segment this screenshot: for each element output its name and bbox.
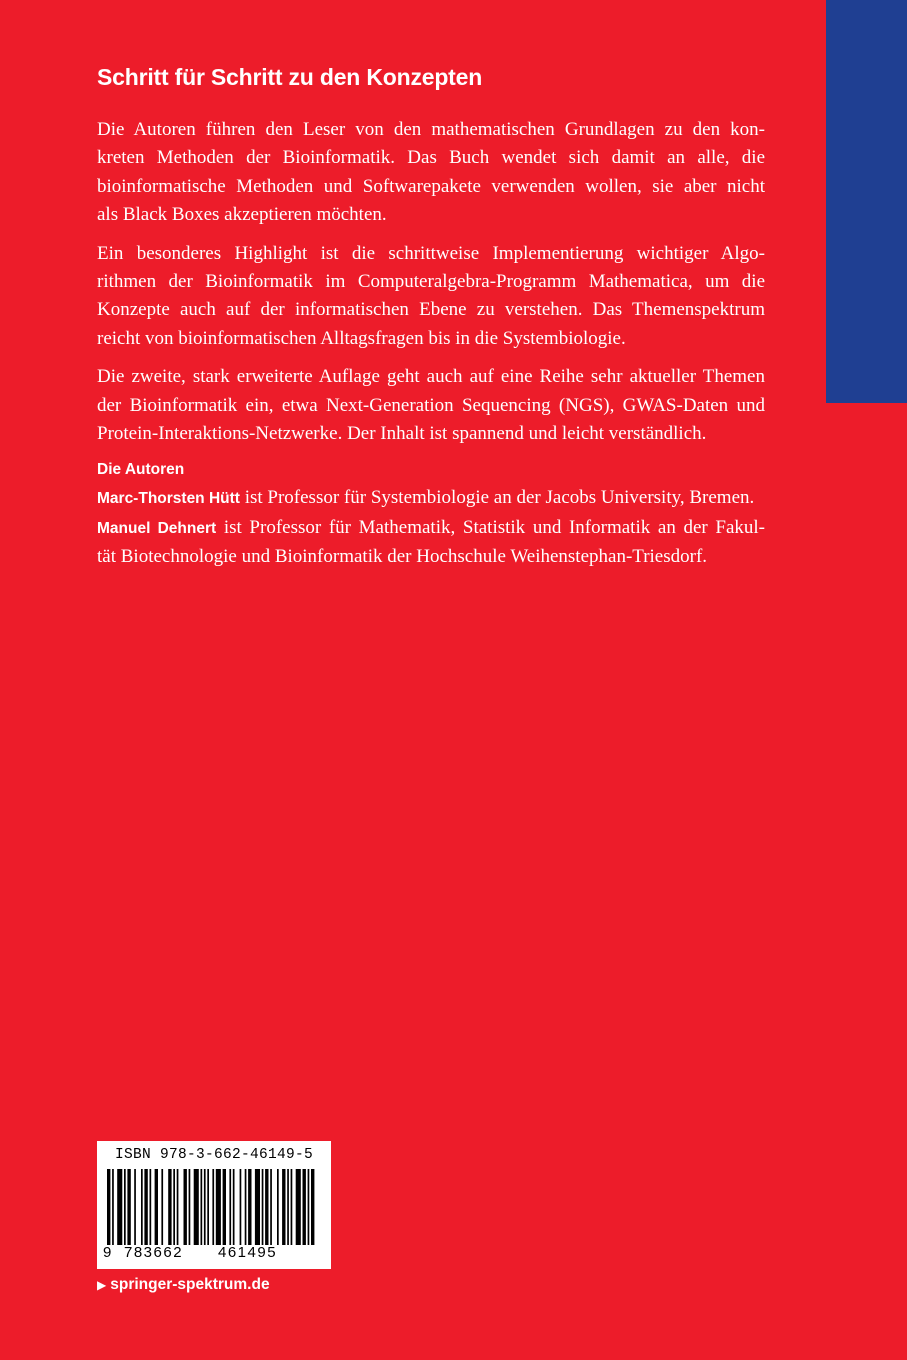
barcode-digits-left: 783662 [124,1244,184,1261]
author-name: Marc-Thorsten Hütt [97,490,240,508]
publisher-website-link[interactable] [97,1274,270,1296]
text-line: Die zweite, stark erweiterte Auflage geht auch auf eine Reihe sehr aktueller Themen [97,366,765,388]
author-bio: ist Professor für Systembiologie an der Jacobs University, Bremen. [244,487,755,509]
description-paragraph-3 [97,363,765,448]
text-line: bioinformatische Methoden und Softwarepakete verwenden wollen, sie aber nicht [97,175,765,197]
author-entry-2 [97,514,765,572]
author-name: Manuel Dehnert [97,519,217,537]
spine-color-strip [826,0,907,403]
isbn-label: ISBN 978-3-662-46149-5 [114,1147,314,1163]
text-line: der Bioinformatik ein, etwa Next-Generation Sequencing (NGS), GWAS-Daten und [97,394,765,416]
isbn-barcode [97,1141,331,1269]
text-line [97,484,765,513]
text-line: rithmen der Bioinformatik im Computeralgebra-Programm Mathematica, um die [97,271,765,293]
text-line: kreten Methoden der Bioinformatik. Das Buch wendet sich damit an alle, die [97,147,765,169]
author-bio: ist Professor für Mathematik, Statistik und Informatik an der Fakul- [223,516,765,538]
back-cover-text [97,62,765,572]
author-entry-1 [97,484,765,513]
text-line: Die Autoren führen den Leser von den mathematischen Grundlagen zu den kon- [97,119,765,140]
text-line: Protein-Interaktions-Netzwerke. Der Inhalt ist spannend und leicht verständlich. [97,423,707,445]
barcode-digit-first: 9 [103,1244,113,1261]
cover-heading: Schritt für Schritt zu den Konzepten [97,64,483,90]
authors-heading: Die Autoren [97,461,185,479]
description-paragraph-1 [97,116,765,230]
text-line: als Black Boxes akzeptieren möchten. [97,204,387,226]
text-line: Ein besonderes Highlight ist die schrittweise Implementierung wichtiger Algo- [97,242,765,264]
text-line: tät Biotechnologie und Bioinformatik der Hochschule Weihenstephan-Triesdorf. [97,546,708,568]
text-line: reicht von bioinformatischen Alltagsfragen bis in die Systembiologie. [97,327,626,349]
triangle-right-icon: ▶ [97,1278,107,1292]
barcode-bars [107,1169,321,1245]
publisher-website-text: springer-spektrum.de [110,1276,270,1293]
description-paragraph-2 [97,240,765,354]
text-line [97,514,765,543]
barcode-digits-right: 461495 [218,1244,278,1261]
text-line: Konzepte auch auf der informatischen Ebene zu verstehen. Das Themenspektrum [97,299,765,321]
